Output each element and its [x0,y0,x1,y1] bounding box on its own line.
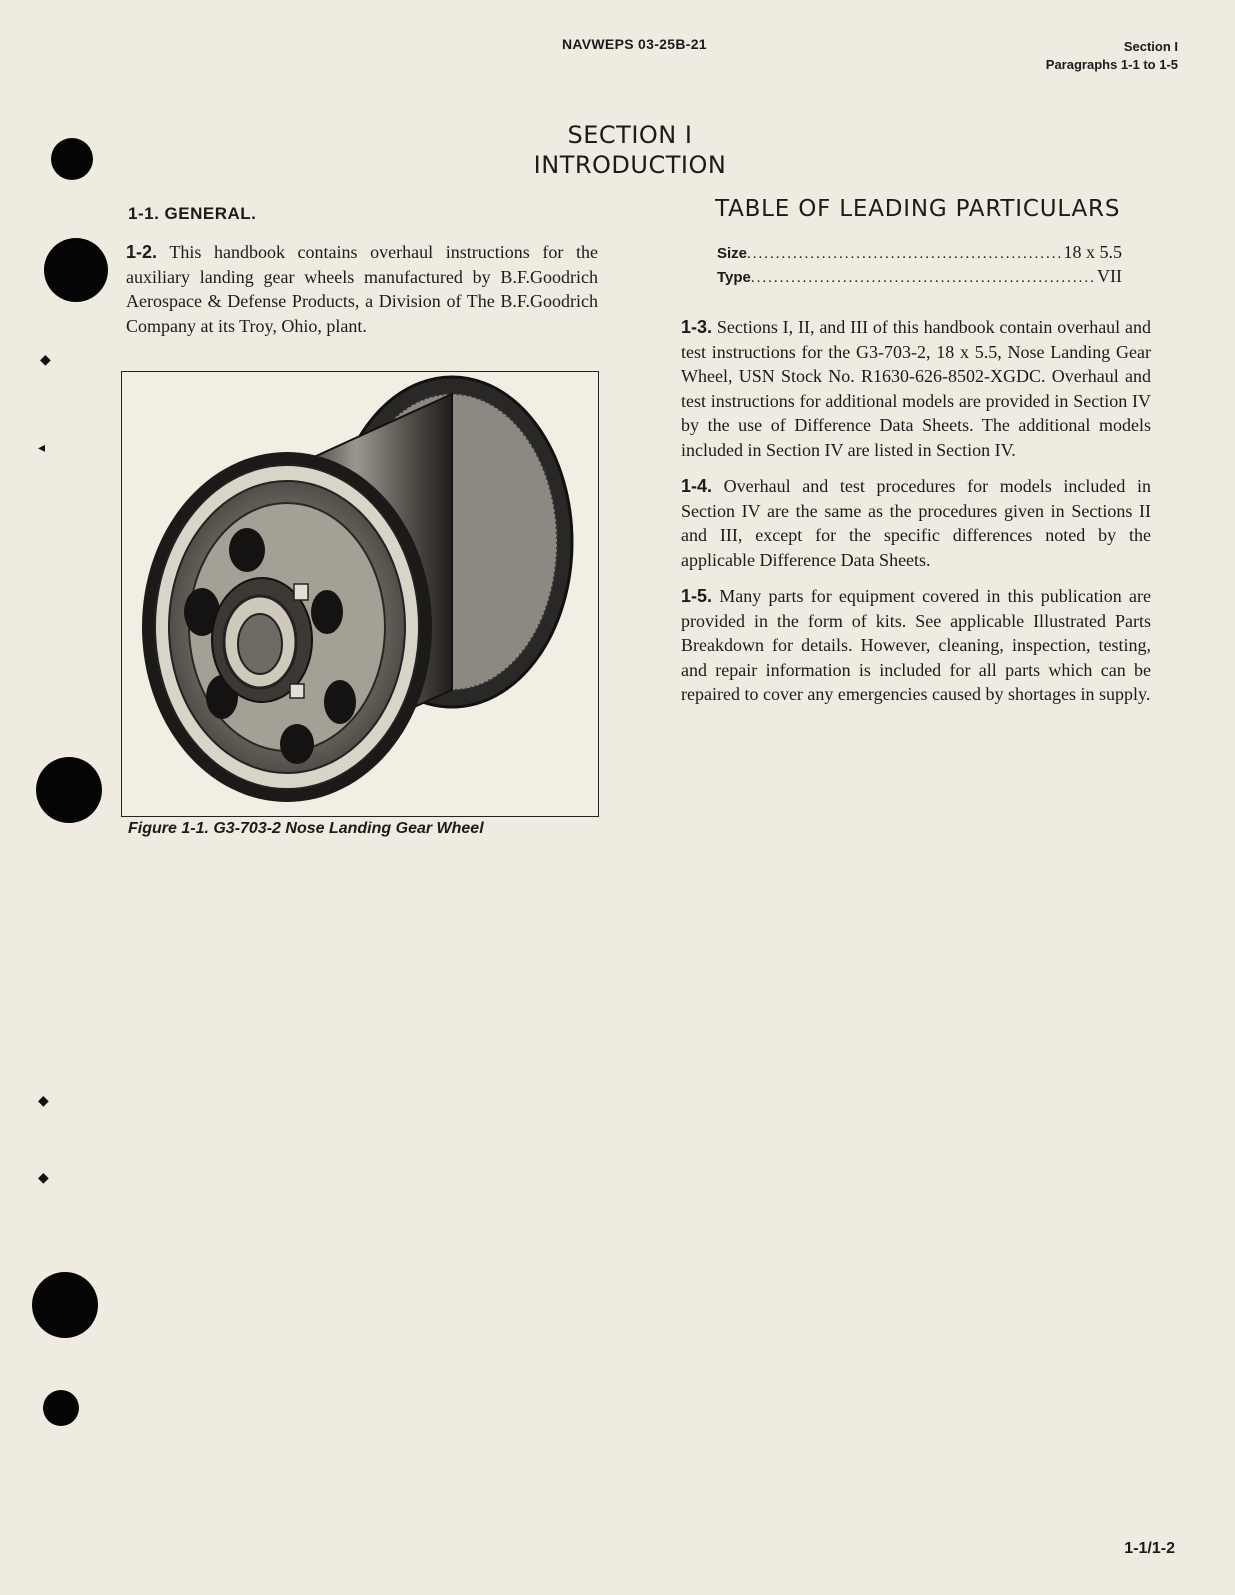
right-column [681,315,1151,719]
general-heading: 1-1. GENERAL. [128,204,257,223]
dot-leader [751,270,1095,287]
paragraph-range: Paragraphs 1-1 to 1-5 [1045,57,1178,72]
binder-hole-5 [43,1390,79,1426]
row-label: Type [717,269,751,286]
paragraph-number: 1-4. [681,476,713,496]
dot-leader [747,246,1061,263]
leading-particulars-row [717,242,1122,263]
leading-particulars-title: TABLE OF LEADING PARTICULARS [715,196,1121,222]
paragraph-text: This handbook contains overhaul instructions for the auxiliary landing gear wheels manufactured by B.F.Goodrich Aerospace & Defense Products, a Division of The B.F.Goodrich Company at its Troy, Ohio, plant. [126,242,598,336]
paragraph-text: Sections I, II, and III of this handbook contain overhaul and test instructions for the G3-703-2, 18 x 5.5, Nose Landing Gear Wheel, USN Stock No. R1630-626-8502-XGDC. Overhaul and test instructions for additional models are provided in Section IV by the use of Difference Data Sheets. The additional models included in Section IV are listed in Section IV. [681,317,1151,460]
binder-hole-3 [36,757,102,823]
document-number: NAVWEPS 03-25B-21 [562,36,707,52]
page-number: 1-1/1-2 [1124,1540,1175,1557]
section-reference [1046,38,1178,74]
paragraph-1-4 [681,474,1151,572]
paragraph-text: Overhaul and test procedures for models included in Section IV are the same as the procedures given in Sections II and III, except for the specific differences noted by the applicable Difference Data Sheets. [681,476,1151,570]
section-title-line2: INTRODUCTION [533,151,727,179]
margin-mark: ◆ [38,1093,49,1109]
paragraph-text: Many parts for equipment covered in this publication are provided in the form of kits. See applicable Illustrated Parts Breakdown for details. However, cleaning, inspection, testing, and repair information is included for all parts which can be repaired to cover any emergencies caused by shortages in supply. [681,586,1151,704]
wheel-illustration [122,372,597,815]
figure-caption: Figure 1-1. G3-703-2 Nose Landing Gear Wheel [128,820,484,837]
section-title-line1: SECTION I [567,121,693,149]
figure-frame [121,371,599,817]
margin-mark: ◂ [38,440,46,456]
paragraph-1-2 [126,240,598,338]
margin-mark: ◆ [38,1170,49,1186]
paragraph-number: 1-3. [681,317,713,337]
binder-hole-2 [44,238,108,302]
binder-hole-1 [51,138,93,180]
margin-mark: ◆ [40,352,51,368]
paragraph-number: 1-2. [126,242,158,262]
paragraph-1-5 [681,584,1151,707]
row-value: VII [1097,266,1122,286]
leading-particulars-row [717,266,1122,287]
row-value: 18 x 5.5 [1063,242,1122,262]
paragraph-1-3 [681,315,1151,462]
left-column [126,240,598,338]
section-title [480,120,780,180]
row-label: Size [717,245,748,262]
binder-hole-4 [32,1272,98,1338]
paragraph-number: 1-5. [681,586,713,606]
section-label: Section I [1123,39,1178,54]
